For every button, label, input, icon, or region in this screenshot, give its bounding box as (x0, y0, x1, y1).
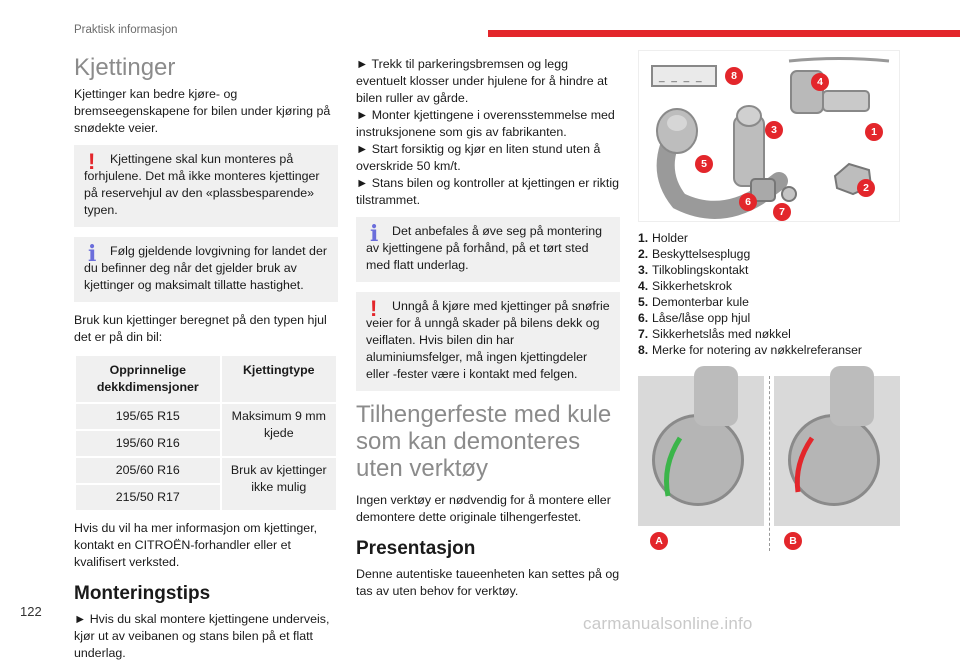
table-row (75, 403, 337, 430)
warning-text-1: Kjettingene skal kun monteres på forhjulene. Det må ikke monteres kjettinger på reservehjul av den «plassbesparende» typen. (84, 152, 320, 217)
warning-text-2: Unngå å kjøre med kjettinger på snøfrie veier for å unngå skader på bilens dekk og veiflaten. Hvis bilen din har aluminiumsfelger, må ingen kjettingdeler eller -fester være i kontakt med felgen. (366, 299, 610, 381)
part-badge-3: 3 (765, 121, 783, 139)
towbar-intro: Ingen verktøy er nødvendig for å montere eller demontere dette originale tilhengerfestet. (356, 493, 611, 524)
watermark: carmanualsonline.info (583, 614, 753, 633)
info-text-1: Følg gjeldende lovgivning for landet der du befinner deg når det gjelder bruk av kjettinger og maksimalt tillatte hastighet. (84, 244, 327, 292)
list-item: 7. Sikkerhetslås med nøkkel (638, 327, 791, 341)
table-cell-type: Bruk av kjettinger ikke mulig (221, 457, 337, 511)
part-badge-8: 8 (725, 67, 743, 85)
tip-5: ► Stans bilen og kontroller at kjettingen er riktig tilstrammet. (356, 176, 619, 207)
warning-icon: ! (370, 296, 378, 321)
part-badge-2: 2 (857, 179, 875, 197)
list-item: 5. Demonterbar kule (638, 295, 749, 309)
list-item: 4. Sikkerhetskrok (638, 279, 732, 293)
part-badge-4: 4 (811, 73, 829, 91)
red-mark (774, 376, 900, 526)
chains-intro: Kjettinger kan bedre kjøre- og bremseegenskapene for bilen under kjøring på snødekte veier. (74, 87, 331, 135)
column-1 (74, 50, 338, 670)
table-cell-size: 205/60 R16 (75, 457, 221, 484)
table-row (75, 457, 337, 484)
subhead-mounting-tips: Monteringstips (74, 583, 211, 604)
info-icon: i (88, 241, 97, 267)
info-notice-1 (74, 237, 338, 302)
figure-label-a: A (650, 532, 668, 550)
part-badge-6: 6 (739, 193, 757, 211)
figure-divider (769, 376, 770, 551)
towbar-parts-figure (638, 50, 900, 222)
table-cell-size: 195/60 R16 (75, 430, 221, 457)
warning-notice-1 (74, 145, 338, 227)
info-text-2: Det anbefales å øve seg på montering av kjettingene på forhånd, på et tørt sted med flatt underlag. (366, 224, 603, 272)
header-accent-bar (488, 30, 960, 37)
tip-4: ► Start forsiktig og kjør en liten stund uten å overskride 50 km/t. (356, 142, 601, 173)
part-badge-1: 1 (865, 123, 883, 141)
more-info-text: Hvis du vil ha mer informasjon om kjettinger, kontakt en CITROËN-forhandler eller et kvalifisert verksted. (74, 521, 318, 569)
running-header: Praktisk informasjon (74, 24, 178, 36)
list-item: 8. Merke for notering av nøkkelreferanser (638, 343, 862, 357)
table-cell-size: 195/65 R15 (75, 403, 221, 430)
page-number: 122 (20, 604, 42, 619)
section-title-chains: Kjettinger (74, 54, 176, 81)
part-badge-7: 7 (773, 203, 791, 221)
list-item: 1. Holder (638, 231, 688, 245)
list-item: 6. Låse/låse opp hjul (638, 311, 751, 325)
green-mark (638, 376, 764, 526)
chain-size-table (74, 354, 338, 512)
warning-icon: ! (88, 149, 96, 174)
tip-3: ► Monter kjettingene i overensstemmelse med instruksjonene som gis av fabrikanten. (356, 108, 615, 139)
info-icon: i (370, 221, 379, 247)
table-intro: Bruk kun kjettinger beregnet på den typen hjul det er på din bil: (74, 313, 327, 344)
tip-1: ► Hvis du skal montere kjettingene underveis, kjør ut av veibanen og stans bilen på et flatt underlag. (74, 612, 330, 660)
panel-locked (638, 376, 764, 526)
column-2 (356, 56, 620, 608)
figure-label-b: B (784, 532, 802, 550)
info-notice-2 (356, 217, 620, 282)
key-reference-text: _ _ _ _ (659, 72, 704, 83)
table-header-type: Kjettingtype (221, 355, 337, 403)
table-header-size: Opprinnelige dekkdimensjoner (75, 355, 221, 403)
list-item: 2. Beskyttelsesplugg (638, 247, 751, 261)
parts-list (638, 230, 900, 358)
column-3 (638, 50, 900, 551)
panel-unlocked (774, 376, 900, 526)
section-title-towbar: Tilhengerfeste med kule som kan demonteres uten verktøy (356, 401, 612, 482)
lock-state-figure (638, 376, 900, 551)
table-cell-size: 215/50 R17 (75, 484, 221, 511)
table-cell-type: Maksimum 9 mm kjede (221, 403, 337, 457)
subhead-presentation: Presentasjon (356, 538, 476, 559)
tip-2: ► Trekk til parkeringsbremsen og legg eventuelt klosser under hjulene for å hindre at bilen ruller av gårde. (356, 57, 608, 105)
part-badge-5: 5 (695, 155, 713, 173)
list-item: 3. Tilkoblingskontakt (638, 263, 749, 277)
warning-notice-2 (356, 292, 620, 391)
presentation-text: Denne autentiske taueenheten kan settes på og tas av uten behov for verktøy. (356, 567, 620, 598)
